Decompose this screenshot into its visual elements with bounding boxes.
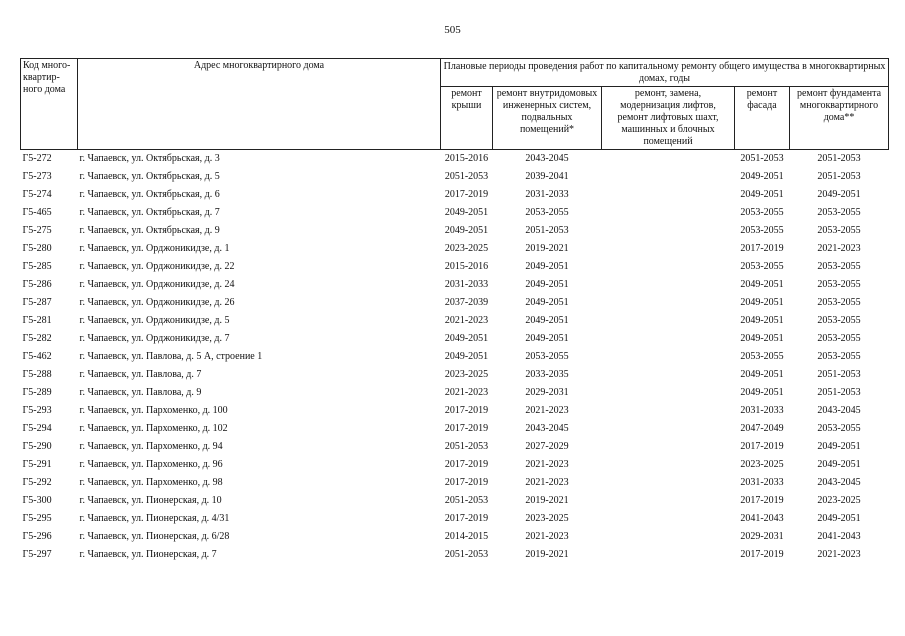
- header-roof: ремонт крыши: [441, 87, 493, 150]
- row-facade: 2049-2051: [740, 315, 784, 326]
- row-systems: 2027-2029: [525, 441, 569, 452]
- row-address: г. Чапаевск, ул. Пархоменко, д. 100: [79, 405, 228, 416]
- row-roof: 2015-2016: [444, 153, 489, 164]
- table-row: [21, 294, 889, 312]
- row-facade: 2031-2033: [740, 405, 784, 416]
- row-facade: 2017-2019: [740, 549, 784, 560]
- row-systems: 2049-2051: [525, 297, 569, 308]
- row-foundation: 2051-2053: [817, 153, 861, 164]
- row-facade: 2031-2033: [740, 477, 784, 488]
- row-address: г. Чапаевск, ул. Пионерская, д. 10: [79, 495, 222, 506]
- row-systems: 2023-2025: [525, 513, 569, 524]
- row-elevators: [602, 348, 735, 366]
- row-roof: 2049-2051: [444, 333, 489, 344]
- row-facade: 2053-2055: [740, 351, 784, 362]
- row-elevators: [602, 456, 735, 474]
- row-code: Г5-295: [22, 513, 52, 524]
- row-systems: 2031-2033: [525, 189, 569, 200]
- row-elevators: [602, 546, 735, 564]
- table-row: [21, 528, 889, 546]
- header-address: Адрес многоквартирного дома: [78, 59, 441, 150]
- row-facade: 2029-2031: [740, 531, 784, 542]
- header-facade: ремонт фасада: [735, 87, 790, 150]
- table-row: [21, 222, 889, 240]
- table-row: [21, 510, 889, 528]
- row-foundation: 2049-2051: [817, 459, 861, 470]
- row-elevators: [602, 258, 735, 276]
- row-code: Г5-288: [22, 369, 52, 380]
- row-systems: 2019-2021: [525, 549, 569, 560]
- table-row: [21, 456, 889, 474]
- row-foundation: 2049-2051: [817, 513, 861, 524]
- row-code: Г5-285: [22, 261, 52, 272]
- row-roof: 2051-2053: [444, 549, 489, 560]
- row-foundation: 2023-2025: [817, 495, 861, 506]
- row-code: Г5-294: [22, 423, 52, 434]
- table-row: [21, 312, 889, 330]
- row-facade: 2053-2055: [740, 225, 784, 236]
- table-row: [21, 402, 889, 420]
- header-elevators: ремонт, замена, модернизация лифтов, ремонт лифтовых шахт, машинных и блочных помещений: [602, 87, 735, 150]
- row-foundation: 2051-2053: [817, 171, 861, 182]
- table-row: [21, 186, 889, 204]
- row-code: Г5-289: [22, 387, 52, 398]
- row-roof: 2051-2053: [444, 171, 489, 182]
- row-elevators: [602, 366, 735, 384]
- table-row: [21, 330, 889, 348]
- row-code: Г5-273: [22, 171, 52, 182]
- row-systems: 2033-2035: [525, 369, 569, 380]
- page-number: 505: [444, 24, 461, 36]
- row-roof: 2051-2053: [444, 441, 489, 452]
- row-facade: 2053-2055: [740, 207, 784, 218]
- row-systems: 2043-2045: [525, 423, 569, 434]
- row-facade: 2049-2051: [740, 369, 784, 380]
- row-roof: 2017-2019: [444, 423, 489, 434]
- row-address: г. Чапаевск, ул. Орджоникидзе, д. 5: [79, 315, 230, 326]
- row-facade: 2049-2051: [740, 171, 784, 182]
- row-facade: 2049-2051: [740, 189, 784, 200]
- row-foundation: 2049-2051: [817, 189, 861, 200]
- row-code: Г5-296: [22, 531, 52, 542]
- row-code: Г5-287: [22, 297, 52, 308]
- row-facade: 2051-2053: [740, 153, 784, 164]
- row-foundation: 2053-2055: [817, 297, 861, 308]
- row-foundation: 2051-2053: [817, 387, 861, 398]
- header-code: Код много-квартир-ного дома: [21, 59, 78, 150]
- table-row: [21, 384, 889, 402]
- row-systems: 2019-2021: [525, 243, 569, 254]
- row-elevators: [602, 168, 735, 186]
- row-elevators: [602, 240, 735, 258]
- row-address: г. Чапаевск, ул. Пионерская, д. 4/31: [79, 513, 230, 524]
- row-systems: 2043-2045: [525, 153, 569, 164]
- row-foundation: 2053-2055: [817, 315, 861, 326]
- row-foundation: 2051-2053: [817, 369, 861, 380]
- row-foundation: 2021-2023: [817, 549, 861, 560]
- row-foundation: 2053-2055: [817, 279, 861, 290]
- row-facade: 2049-2051: [740, 387, 784, 398]
- row-elevators: [602, 438, 735, 456]
- row-code: Г5-292: [22, 477, 52, 488]
- row-facade: 2053-2055: [740, 261, 784, 272]
- row-address: г. Чапаевск, ул. Пархоменко, д. 98: [79, 477, 223, 488]
- row-roof: 2051-2053: [444, 495, 489, 506]
- row-roof: 2017-2019: [444, 189, 489, 200]
- row-foundation: 2041-2043: [817, 531, 861, 542]
- row-roof: 2017-2019: [444, 477, 489, 488]
- row-roof: 2037-2039: [444, 297, 489, 308]
- row-foundation: 2043-2045: [817, 405, 861, 416]
- row-address: г. Чапаевск, ул. Октябрьская, д. 7: [79, 207, 220, 218]
- row-code: Г5-282: [22, 333, 52, 344]
- row-facade: 2041-2043: [740, 513, 784, 524]
- row-systems: 2051-2053: [525, 225, 569, 236]
- row-code: Г5-465: [22, 207, 52, 218]
- row-roof: 2049-2051: [444, 351, 489, 362]
- row-systems: 2021-2023: [525, 477, 569, 488]
- row-facade: 2049-2051: [740, 297, 784, 308]
- row-systems: 2019-2021: [525, 495, 569, 506]
- table-row: [21, 438, 889, 456]
- row-code: Г5-286: [22, 279, 52, 290]
- row-elevators: [602, 312, 735, 330]
- row-foundation: 2053-2055: [817, 351, 861, 362]
- row-roof: 2021-2023: [444, 315, 489, 326]
- row-elevators: [602, 330, 735, 348]
- table-row: [21, 276, 889, 294]
- table-row: [21, 150, 889, 169]
- row-systems: 2049-2051: [525, 279, 569, 290]
- row-foundation: 2049-2051: [817, 441, 861, 452]
- row-systems: 2021-2023: [525, 459, 569, 470]
- row-roof: 2017-2019: [444, 405, 489, 416]
- row-foundation: 2053-2055: [817, 423, 861, 434]
- row-systems: 2049-2051: [525, 333, 569, 344]
- row-address: г. Чапаевск, ул. Октябрьская, д. 3: [79, 153, 220, 164]
- row-elevators: [602, 420, 735, 438]
- row-roof: 2017-2019: [444, 513, 489, 524]
- row-systems: 2029-2031: [525, 387, 569, 398]
- row-foundation: 2053-2055: [817, 333, 861, 344]
- row-foundation: 2053-2055: [817, 207, 861, 218]
- row-address: г. Чапаевск, ул. Октябрьская, д. 6: [79, 189, 220, 200]
- row-code: Г5-290: [22, 441, 52, 452]
- row-address: г. Чапаевск, ул. Пионерская, д. 6/28: [79, 531, 230, 542]
- row-code: Г5-297: [22, 549, 52, 560]
- row-roof: 2023-2025: [444, 243, 489, 254]
- row-address: г. Чапаевск, ул. Пархоменко, д. 96: [79, 459, 223, 470]
- row-address: г. Чапаевск, ул. Октябрьская, д. 9: [79, 225, 220, 236]
- row-address: г. Чапаевск, ул. Орджоникидзе, д. 7: [79, 333, 230, 344]
- row-facade: 2047-2049: [740, 423, 784, 434]
- row-code: Г5-274: [22, 189, 52, 200]
- repair-schedule-table: [20, 58, 889, 564]
- row-address: г. Чапаевск, ул. Орджоникидзе, д. 26: [79, 297, 235, 308]
- row-roof: 2023-2025: [444, 369, 489, 380]
- row-address: г. Чапаевск, ул. Павлова, д. 9: [79, 387, 202, 398]
- row-facade: 2017-2019: [740, 441, 784, 452]
- row-elevators: [602, 294, 735, 312]
- row-roof: 2017-2019: [444, 459, 489, 470]
- row-roof: 2049-2051: [444, 225, 489, 236]
- row-code: Г5-293: [22, 405, 52, 416]
- header-periods-group: Плановые периоды проведения работ по капитальному ремонту общего имущества в многоквартирных домах, годы: [441, 59, 889, 87]
- row-elevators: [602, 510, 735, 528]
- row-elevators: [602, 150, 735, 169]
- row-systems: 2049-2051: [525, 315, 569, 326]
- table-row: [21, 204, 889, 222]
- row-code: Г5-462: [22, 351, 52, 362]
- row-facade: 2023-2025: [740, 459, 784, 470]
- row-elevators: [602, 204, 735, 222]
- table-body: [21, 150, 889, 565]
- row-elevators: [602, 492, 735, 510]
- table-header: [21, 59, 889, 150]
- row-code: Г5-291: [22, 459, 52, 470]
- row-elevators: [602, 384, 735, 402]
- row-address: г. Чапаевск, ул. Пархоменко, д. 102: [79, 423, 228, 434]
- row-roof: 2049-2051: [444, 207, 489, 218]
- row-elevators: [602, 528, 735, 546]
- table-row: [21, 546, 889, 564]
- row-foundation: 2053-2055: [817, 225, 861, 236]
- row-elevators: [602, 402, 735, 420]
- table-row: [21, 348, 889, 366]
- row-roof: 2021-2023: [444, 387, 489, 398]
- table-row: [21, 240, 889, 258]
- row-address: г. Чапаевск, ул. Орджоникидзе, д. 24: [79, 279, 235, 290]
- row-roof: 2014-2015: [444, 531, 489, 542]
- row-code: Г5-281: [22, 315, 52, 326]
- row-address: г. Чапаевск, ул. Пионерская, д. 7: [79, 549, 217, 560]
- table-row: [21, 366, 889, 384]
- row-facade: 2017-2019: [740, 495, 784, 506]
- row-elevators: [602, 276, 735, 294]
- row-code: Г5-280: [22, 243, 52, 254]
- row-code: Г5-275: [22, 225, 52, 236]
- row-address: г. Чапаевск, ул. Павлова, д. 7: [79, 369, 202, 380]
- row-foundation: 2043-2045: [817, 477, 861, 488]
- row-foundation: 2021-2023: [817, 243, 861, 254]
- header-foundation: ремонт фундамента многоквартирного дома**: [790, 87, 889, 150]
- row-address: г. Чапаевск, ул. Павлова, д. 5 А, строение 1: [79, 351, 263, 362]
- row-systems: 2039-2041: [525, 171, 569, 182]
- row-elevators: [602, 186, 735, 204]
- row-address: г. Чапаевск, ул. Пархоменко, д. 94: [79, 441, 223, 452]
- table-row: [21, 258, 889, 276]
- row-systems: 2021-2023: [525, 405, 569, 416]
- row-facade: 2049-2051: [740, 333, 784, 344]
- row-facade: 2017-2019: [740, 243, 784, 254]
- table-row: [21, 168, 889, 186]
- row-systems: 2021-2023: [525, 531, 569, 542]
- table-row: [21, 492, 889, 510]
- row-facade: 2049-2051: [740, 279, 784, 290]
- row-elevators: [602, 222, 735, 240]
- row-elevators: [602, 474, 735, 492]
- row-code: Г5-272: [22, 153, 52, 164]
- row-systems: 2053-2055: [525, 351, 569, 362]
- header-systems: ремонт внутридомовых инженерных систем, подвальных помещений*: [493, 87, 602, 150]
- row-address: г. Чапаевск, ул. Орджоникидзе, д. 22: [79, 261, 235, 272]
- row-roof: 2015-2016: [444, 261, 489, 272]
- row-roof: 2031-2033: [444, 279, 489, 290]
- row-address: г. Чапаевск, ул. Октябрьская, д. 5: [79, 171, 220, 182]
- row-address: г. Чапаевск, ул. Орджоникидзе, д. 1: [79, 243, 230, 254]
- table-row: [21, 474, 889, 492]
- row-systems: 2053-2055: [525, 207, 569, 218]
- table-row: [21, 420, 889, 438]
- row-code: Г5-300: [22, 495, 52, 506]
- row-systems: 2049-2051: [525, 261, 569, 272]
- row-foundation: 2053-2055: [817, 261, 861, 272]
